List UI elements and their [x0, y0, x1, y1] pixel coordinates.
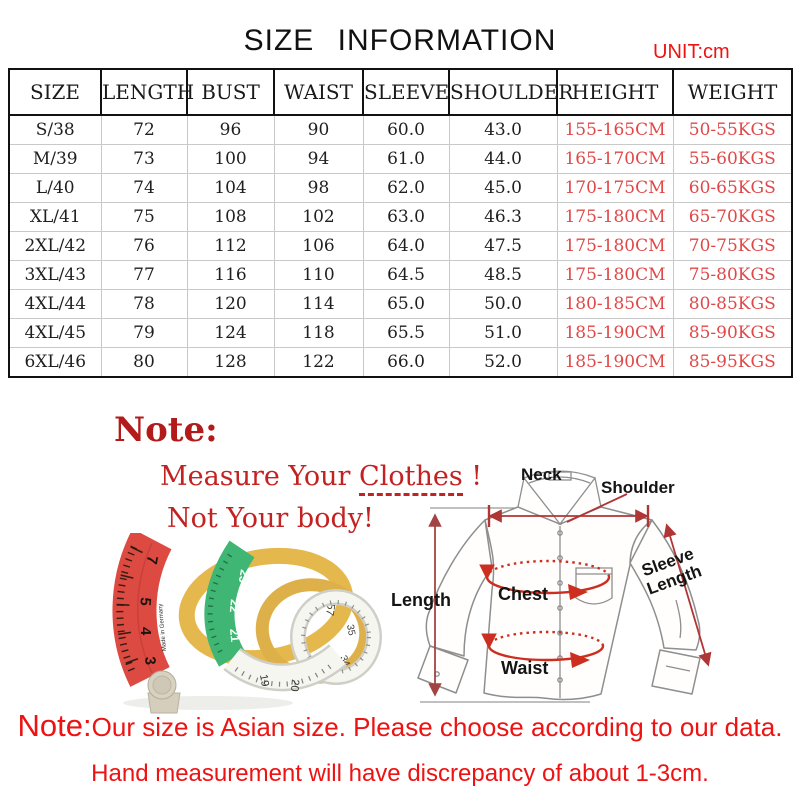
column-header: BUST [187, 69, 274, 115]
table-cell: 50-55KGS [673, 115, 792, 145]
bottom-note-text: Our size is Asian size. Please choose according to our data. [91, 712, 783, 742]
table-cell: 80-85KGS [673, 290, 792, 319]
table-cell: 70-75KGS [673, 232, 792, 261]
table-cell: 175-180CM [557, 203, 673, 232]
size-table-header-row [9, 69, 792, 115]
table-cell: 124 [187, 319, 274, 348]
size-table [8, 68, 793, 378]
table-cell: 74 [101, 174, 187, 203]
shirt-outline [418, 507, 700, 699]
table-cell: 104 [187, 174, 274, 203]
column-header: HEIGHT [557, 69, 673, 115]
table-cell: 185-190CM [557, 319, 673, 348]
measure-underlined-word: Clothes [359, 461, 463, 496]
unit-label: UNIT:cm [653, 41, 730, 63]
svg-text:7: 7 [142, 554, 161, 566]
table-cell: 90 [274, 115, 363, 145]
bottom-note-line1 [0, 708, 800, 744]
column-header: SIZE [9, 69, 101, 115]
shoulder-label: Shoulder [601, 478, 675, 497]
table-cell: 66.0 [363, 348, 449, 378]
table-cell: 120 [187, 290, 274, 319]
table-cell: 4XL/44 [9, 290, 101, 319]
table-cell: 63.0 [363, 203, 449, 232]
chest-label: Chest [498, 584, 549, 604]
size-table-body [9, 115, 792, 377]
table-row [9, 203, 792, 232]
table-cell: 94 [274, 145, 363, 174]
table-cell: 116 [187, 261, 274, 290]
green-tape [210, 549, 252, 659]
table-cell: 50.0 [449, 290, 557, 319]
table-cell: 75 [101, 203, 187, 232]
table-cell: 180-185CM [557, 290, 673, 319]
page-title: SIZE INFORMATION [243, 24, 557, 57]
svg-text:4: 4 [137, 627, 154, 636]
table-cell: 185-190CM [557, 348, 673, 378]
not-your-body-line: Not Your body! [167, 503, 374, 534]
table-row [9, 232, 792, 261]
svg-text:3: 3 [141, 655, 159, 666]
table-cell: 61.0 [363, 145, 449, 174]
column-header: WEIGHT [673, 69, 792, 115]
table-cell: 44.0 [449, 145, 557, 174]
length-label: Length [391, 590, 451, 610]
svg-text:34: 34 [337, 654, 352, 669]
red-tape [120, 539, 168, 677]
table-cell: 52.0 [449, 348, 557, 378]
svg-text:57: 57 [322, 602, 337, 617]
table-cell: 72 [101, 115, 187, 145]
table-cell: 155-165CM [557, 115, 673, 145]
table-cell: 79 [101, 319, 187, 348]
table-cell: 60-65KGS [673, 174, 792, 203]
table-cell: 6XL/46 [9, 348, 101, 378]
svg-text:21: 21 [227, 628, 243, 643]
table-row [9, 174, 792, 203]
table-cell: 43.0 [449, 115, 557, 145]
svg-text:5: 5 [136, 596, 154, 607]
table-cell: 78 [101, 290, 187, 319]
table-cell: L/40 [9, 174, 101, 203]
table-cell: 96 [187, 115, 274, 145]
sleeve-length-label: Sleeve Length [639, 543, 705, 599]
table-cell: 76 [101, 232, 187, 261]
made-in-germany-text: Made in Germany [157, 603, 168, 652]
table-cell: 122 [274, 348, 363, 378]
table-cell: 45.0 [449, 174, 557, 203]
column-header: LENGTH [101, 69, 187, 115]
table-cell: 3XL/43 [9, 261, 101, 290]
tape-rivet [148, 671, 180, 713]
table-cell: 65-70KGS [673, 203, 792, 232]
table-cell: 85-90KGS [673, 319, 792, 348]
measure-suffix: ! [462, 461, 483, 492]
table-row [9, 348, 792, 378]
column-header: SLEEVE [363, 69, 449, 115]
table-cell: 4XL/45 [9, 319, 101, 348]
waist-label: Waist [501, 658, 549, 678]
table-cell: 75-80KGS [673, 261, 792, 290]
table-cell: 114 [274, 290, 363, 319]
table-cell: 112 [187, 232, 274, 261]
table-cell: 118 [274, 319, 363, 348]
table-cell: 64.5 [363, 261, 449, 290]
table-row [9, 261, 792, 290]
column-header: WAIST [274, 69, 363, 115]
svg-text:19: 19 [257, 673, 271, 688]
table-cell: 128 [187, 348, 274, 378]
note-heading: Note: [114, 410, 218, 450]
table-cell: 80 [101, 348, 187, 378]
table-cell: 65.5 [363, 319, 449, 348]
table-cell: 48.5 [449, 261, 557, 290]
svg-text:22: 22 [226, 598, 242, 614]
bottom-note-line2: Hand measurement will have discrepancy of about 1-3cm. [91, 760, 709, 787]
table-cell: 110 [274, 261, 363, 290]
table-cell: S/38 [9, 115, 101, 145]
table-row [9, 145, 792, 174]
table-cell: 175-180CM [557, 232, 673, 261]
table-cell: M/39 [9, 145, 101, 174]
table-cell: 106 [274, 232, 363, 261]
measure-prefix: Measure Your [160, 461, 360, 492]
table-cell: 108 [187, 203, 274, 232]
bottom-note-heading: Note: [17, 708, 92, 743]
table-cell: 64.0 [363, 232, 449, 261]
table-cell: 47.5 [449, 232, 557, 261]
table-cell: 175-180CM [557, 261, 673, 290]
column-header: SHOULDER [449, 69, 557, 115]
table-cell: 77 [101, 261, 187, 290]
table-cell: 73 [101, 145, 187, 174]
neck-label: Neck [521, 465, 562, 484]
table-cell: 2XL/42 [9, 232, 101, 261]
table-cell: 51.0 [449, 319, 557, 348]
svg-text:20: 20 [287, 678, 301, 692]
table-row [9, 319, 792, 348]
svg-text:35: 35 [344, 623, 357, 637]
table-cell: 55-60KGS [673, 145, 792, 174]
measuring-tapes-photo [88, 533, 390, 715]
table-row [9, 290, 792, 319]
table-cell: 170-175CM [557, 174, 673, 203]
table-cell: 65.0 [363, 290, 449, 319]
table-cell: 62.0 [363, 174, 449, 203]
table-cell: 60.0 [363, 115, 449, 145]
table-cell: 85-95KGS [673, 348, 792, 378]
table-cell: 102 [274, 203, 363, 232]
table-cell: 98 [274, 174, 363, 203]
table-cell: 165-170CM [557, 145, 673, 174]
table-cell: 46.3 [449, 203, 557, 232]
shirt-diagram [380, 450, 800, 716]
table-cell: XL/41 [9, 203, 101, 232]
svg-text:23: 23 [235, 568, 252, 585]
table-row [9, 115, 792, 145]
table-cell: 100 [187, 145, 274, 174]
